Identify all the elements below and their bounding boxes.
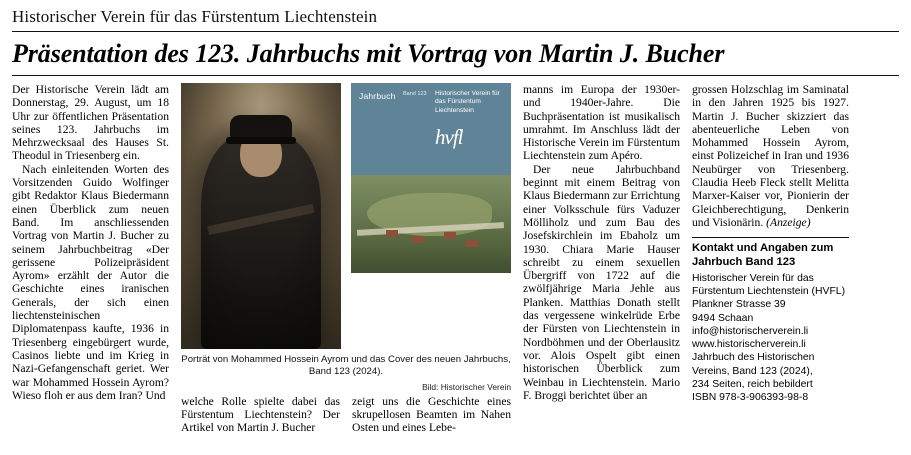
paragraph: zeigt uns die Geschichte eines skrupellosen Beamten im Nahen Osten und eines Lebe-	[352, 394, 511, 435]
photo-vignette	[181, 83, 341, 349]
cover-house	[444, 232, 456, 239]
column-3	[352, 395, 511, 435]
paragraph: welche Rolle spielte dabei das Fürstentum Liechtenstein? Der Artikel von Martin J. Bucher	[181, 394, 340, 435]
article-columns	[12, 83, 899, 455]
column-4	[523, 83, 680, 455]
image-caption: Porträt von Mohammed Hossein Ayrom und das Cover des neuen Jahrbuchs, Band 123 (2024).	[181, 354, 511, 378]
contact-details	[692, 272, 849, 404]
image-credit: Bild: Historischer Verein	[422, 381, 511, 392]
section-kicker: Historischer Verein für das Fürstentum Liechtenstein	[12, 6, 899, 32]
mid-text-columns	[181, 395, 511, 435]
cover-logo: hvfl	[435, 125, 463, 149]
page-title: Präsentation des 123. Jahrbuchs mit Vortrag von Martin J. Bucher	[12, 32, 899, 76]
contact-isbn: ISBN 978-3-906393-98-8	[692, 391, 809, 403]
column-2-3-with-media	[181, 83, 511, 455]
media-block	[181, 83, 511, 349]
advertisement-note: (Anzeige)	[766, 215, 811, 229]
book-cover-image	[351, 83, 511, 273]
column-1	[12, 83, 169, 455]
cover-landscape-photo	[351, 175, 511, 273]
paragraph	[692, 83, 849, 229]
paragraph-text: grossen Holzschlag im Saminatal in den Jahren 1925 bis 1927. Martin J. Bucher skizziert das abenteuerliche Leben von Mohammed Hossein Ayrom, einst Polizeichef in Iran und 1936 Neubürger von Triesenberg. Claudia Heeb Fleck stellt Melitta Marxer-Kaiser vor, Pionierin der Gleichberechtigung, Denkerin und Visionärin.	[692, 83, 849, 229]
contact-line: 234 Seiten, reich bebildert	[692, 378, 813, 390]
contact-line: Historischer Verein für das Fürstentum Liechtenstein (HVFL)	[692, 273, 846, 298]
contact-line: Jahrbuch des Historischen Vereins, Band 123 (2024),	[692, 352, 815, 377]
cover-jahrbuch-label: Jahrbuch	[359, 91, 396, 101]
column-2	[181, 395, 340, 435]
paragraph: manns im Europa der 1930er- und 1940er-Jahre. Die Buchpräsentation ist musikalisch umrahmt. Im Anschluss lädt der Historische Verein im Fürstentum Liechtenstein zum Apéro.	[523, 83, 680, 163]
contact-line: Plankner Strasse 39	[692, 299, 786, 311]
portrait-photo	[181, 83, 341, 349]
paragraph: Der neue Jahrbuchband beginnt mit einem Beitrag von Klaus Biedermann zur Errichtung einer Volksschule fürs Vaduzer Mölliholz und zum Bau des Josefskirchlein im Ebaholz um 1930. Chiara Marie Hauser schreibt zu einem sexuellen Übergriff von 1722 auf die zwölfjährige Maria Jehle aus Planken. Matthias Donath stellt das vergessene winkelrüde Erbe der Fürsten von Liechtenstein in Nordböhmen und der Oberlausitz vor. Alois Ospelt gibt einen historischen Überblick zum Weinbau in Liechtenstein. Mario F. Broggi berichtet über an	[523, 162, 680, 402]
cover-house	[412, 236, 424, 243]
paragraph: Der Historische Verein lädt am Donnerstag, 29. August, um 18 Uhr zur öffentlichen Präsentation seines 123. Jahrbuchs im Mehrzwecksaal des Hauses St. Theodul in Triesenberg ein.	[12, 83, 169, 163]
cover-house	[466, 240, 478, 247]
cover-org-label: Historischer Verein für das Fürstentum Liechtenstein	[435, 90, 500, 114]
contact-website[interactable]: www.historischerverein.li	[692, 339, 806, 351]
divider	[692, 237, 849, 238]
column-5	[692, 83, 849, 455]
contact-line: 9494 Schaan	[692, 312, 754, 324]
contact-email[interactable]: info@historischerverein.li	[692, 325, 809, 337]
contact-heading: Kontakt und Angaben zum Jahrbuch Band 123	[692, 242, 834, 268]
paragraph: Nach einleitenden Worten des Vorsitzenden Guido Wolfinger gibt Redaktor Klaus Biedermann einen Überblick zum neuen Band. Im anschliessenden Vortrag von Martin J. Bucher zu seinem Jahrbuchbeitrag «Der gerissene Polizeipräsident Ayrom» erzählt der Autor die Geschichte eines iranischen Generals, der sich einen liechtensteinischen Diplomatenpass kaufte, 1936 in Triesenberg eingebürgert wurde, Casinos liebte und im Krieg in Nazi-Gefangenschaft geriet. Wer war Mohammed Hossein Ayrom? Wieso floh er aus dem Iran? Und	[12, 162, 169, 402]
cover-band-label: Band 123	[403, 91, 427, 97]
cover-house	[386, 230, 398, 237]
